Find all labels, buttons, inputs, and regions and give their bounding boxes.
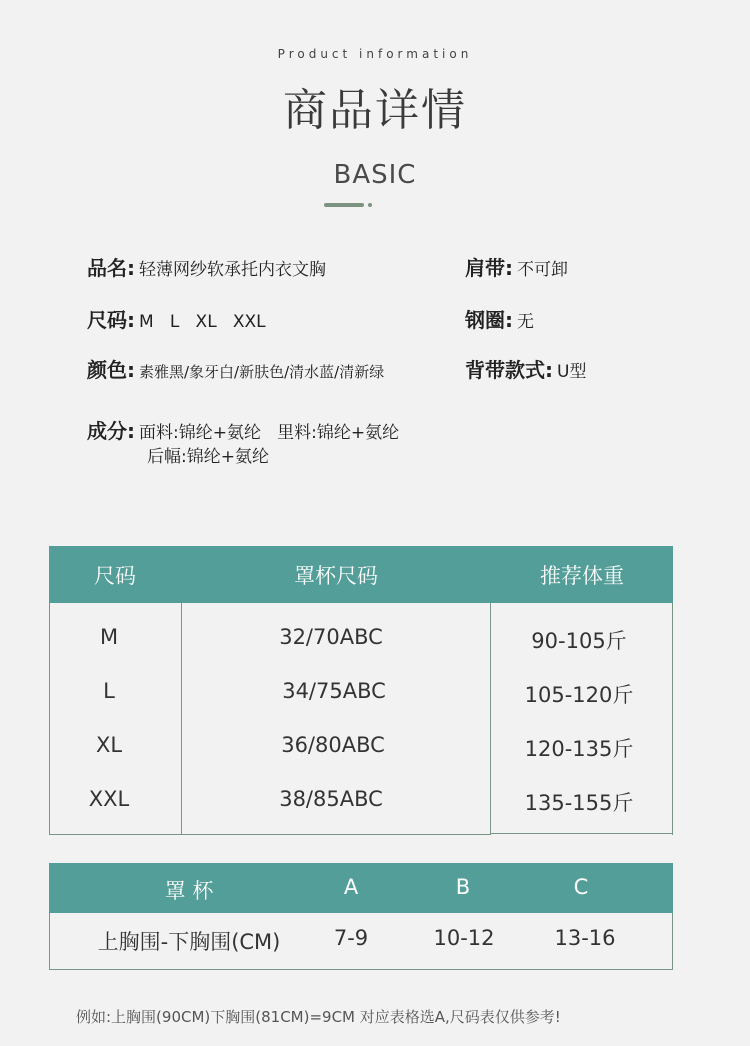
cup-table-cell: 13-16 — [554, 926, 616, 950]
decorative-underline — [324, 203, 364, 207]
size-cell: L — [103, 679, 115, 703]
cup-table-header-cell: A — [343, 875, 359, 899]
weight-cell: 105-120斤 — [524, 683, 634, 707]
info-label: 颜色: — [87, 358, 135, 382]
info-strap — [465, 252, 568, 281]
weight-cell: 135-155斤 — [524, 791, 634, 815]
table-border — [49, 969, 673, 970]
table-border — [49, 834, 491, 835]
cup-table-header-cell: C — [573, 875, 589, 899]
info-material-line2 — [147, 442, 269, 467]
info-value: 后幅:锦纶+氨纶 — [147, 447, 269, 467]
info-value: U型 — [557, 362, 587, 382]
info-label: 钢圈: — [465, 308, 513, 332]
info-wire — [465, 304, 534, 333]
info-label: 尺码: — [87, 308, 135, 332]
cup-table-row-label: 上胸围-下胸围(CM) — [97, 930, 281, 954]
page-title: 商品详情 — [283, 85, 467, 136]
info-label: 品名: — [87, 256, 135, 280]
decorative-dot — [368, 203, 372, 207]
cup-size-cell: 34/75ABC — [282, 679, 386, 703]
size-table-header-cell: 罩杯尺码 — [294, 564, 378, 588]
table-border — [490, 833, 673, 834]
cup-size-cell: 36/80ABC — [281, 733, 385, 757]
info-label: 肩带: — [465, 256, 513, 280]
cup-table-header-cell: 罩 杯 — [164, 879, 214, 903]
info-value: 不可卸 — [517, 260, 568, 280]
size-cell: XL — [95, 733, 123, 757]
cup-table-cell: 7-9 — [333, 926, 369, 950]
info-value: 面料:锦纶+氨纶 里料:锦纶+氨纶 — [139, 423, 400, 443]
table-border — [672, 603, 673, 835]
info-color — [87, 354, 384, 383]
cup-table — [49, 863, 673, 970]
info-product-name — [87, 252, 326, 281]
size-table-header-cell: 推荐体重 — [540, 564, 624, 588]
subtitle-english: Product information — [277, 47, 473, 61]
info-label: 背带款式: — [465, 358, 553, 382]
cup-size-cell: 38/85ABC — [279, 787, 383, 811]
size-table-header-cell: 尺码 — [94, 564, 136, 588]
table-border — [672, 913, 673, 970]
info-value: 无 — [517, 312, 534, 332]
table-border — [49, 913, 50, 970]
weight-cell: 90-105斤 — [531, 629, 627, 653]
info-back-style — [465, 354, 586, 383]
cup-size-cell: 32/70ABC — [279, 625, 383, 649]
size-cell: XXL — [88, 787, 130, 811]
weight-cell: 120-135斤 — [524, 737, 634, 761]
size-cell: M — [99, 625, 119, 649]
cup-table-cell: 10-12 — [433, 926, 495, 950]
section-title: BASIC — [333, 160, 417, 190]
size-table — [49, 546, 673, 836]
info-material — [87, 415, 399, 444]
info-size — [87, 304, 266, 333]
info-value: 素雅黑/象牙白/新肤色/清水蓝/清新绿 — [139, 363, 385, 381]
info-label: 成分: — [87, 419, 135, 443]
info-value: M L XL XXL — [139, 312, 266, 332]
footnote: 例如:上胸围(90CM)下胸围(81CM)=9CM 对应表格选A,尺码表仅供参考! — [76, 1008, 561, 1026]
cup-table-header-cell: B — [455, 875, 471, 899]
info-value: 轻薄网纱软承托内衣文胸 — [139, 260, 326, 280]
